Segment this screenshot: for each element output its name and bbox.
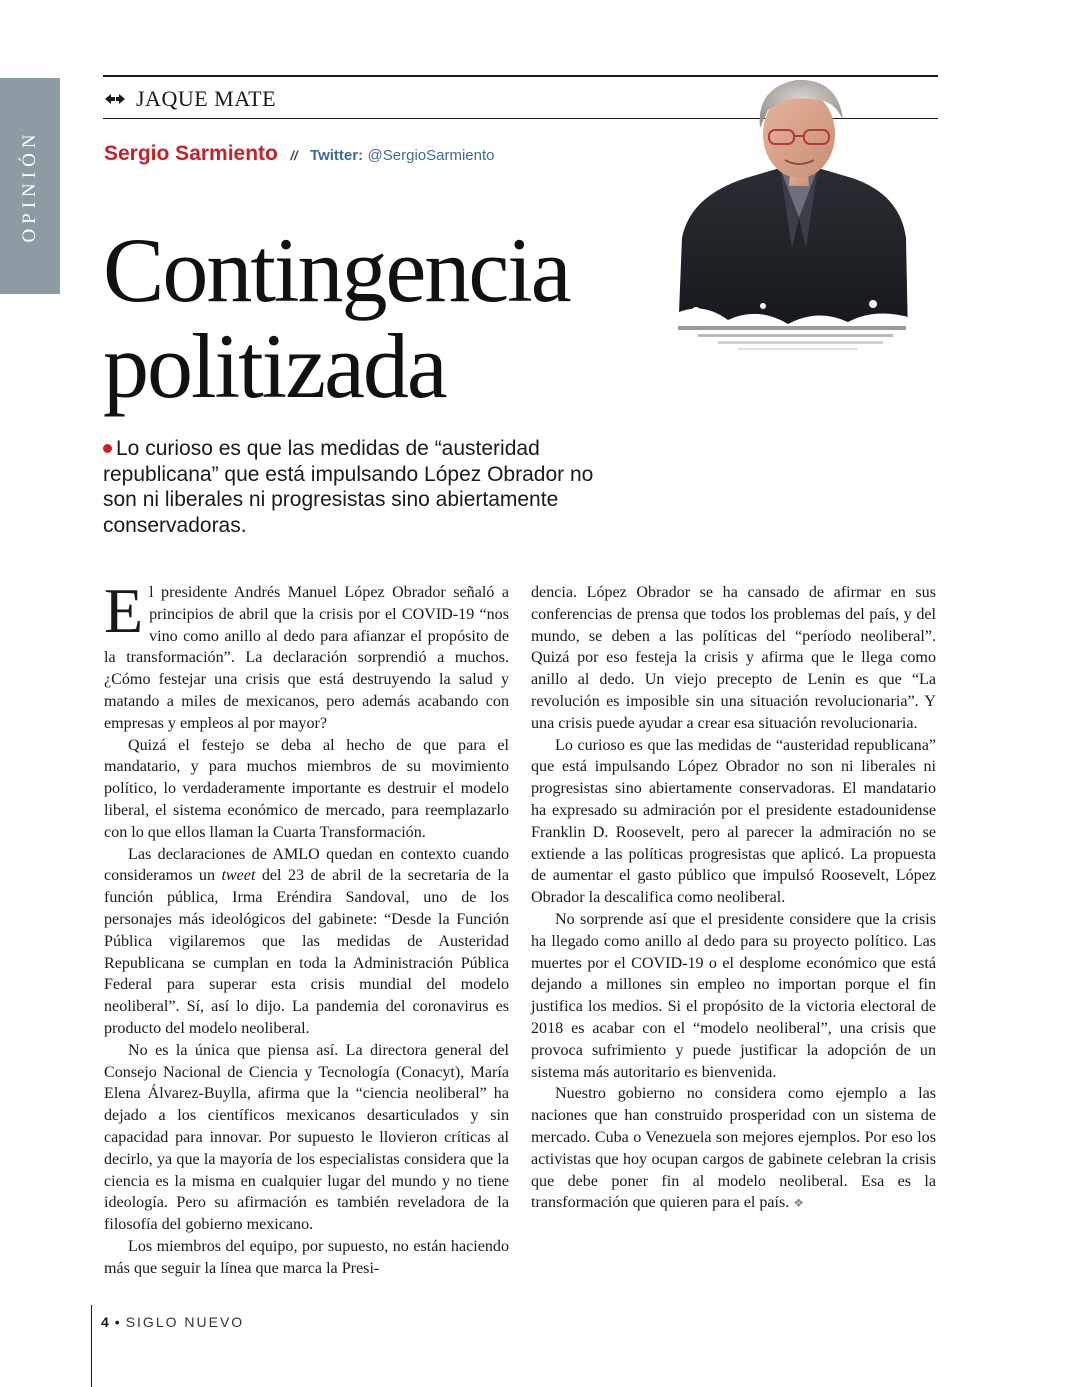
author-portrait <box>668 68 918 360</box>
paragraph-5-continued: dencia. López Obrador se ha cansado de afirmar en sus conferencias de prensa que todos los problemas del país, y del mundo, se deben a las políticas del “período neoliberal”. Quizá por eso festeja la crisis y afirma que le llega como anillo al dedo. Un viejo precepto de Lenin es que “La revolución es imposible sin una situación revolucionaria”. Y una crisis puede ayudar a crear esa situación revolucionaria. <box>531 584 936 732</box>
drop-cap: E <box>104 575 144 646</box>
byline-separator: // <box>290 148 298 163</box>
article-headline <box>103 219 570 417</box>
paragraph-6: Lo curioso es que las medidas de “austeridad republicana” que está impulsando López Obrador no son ni liberales ni progresistas sino abiertamente conservadoras. El mandatario ha expresado su admiración por el presidente estadounidense Franklin D. Roosevelt, pero al parecer la admiración no se extiende a las políticas progresistas que aplicó. La propuesta de aumentar el gasto público que impulsó Roosevelt, López Obrador la descalifica como neoliberal. <box>531 736 936 907</box>
summary-bullet <box>103 444 112 453</box>
headline-line-1: Contingencia <box>103 219 570 321</box>
byline <box>104 142 495 166</box>
headline-line-2: politizada <box>103 315 446 417</box>
paragraph-5-start: Los miembros del equipo, por supuesto, no están haciendo más que seguir la línea que marca la Presi- <box>104 1237 509 1277</box>
paragraph-3 <box>104 844 509 1040</box>
paragraph-4: No es la única que piensa así. La directora general del Consejo Nacional de Ciencia y Tecnología (Conacyt), María Elena Álvarez-Buylla, afirma que la “ciencia neoliberal” ha dejado a los científicos mexicanos desarticulados y sin capacidad para innovar. Por supuesto le llovieron críticas al decirlo, ya que la mayoría de los especialistas considera que la ciencia es la misma en cualquier lugar del mundo y no tiene ideología. Pero su afirmación es también reveladora de la filosofía del gobierno mexicano. <box>104 1041 509 1234</box>
paragraph-8 <box>531 1083 936 1215</box>
twitter-label: Twitter: <box>310 147 364 164</box>
author-name: Sergio Sarmiento <box>104 142 278 165</box>
side-tab-label: OPINIÓN <box>19 129 40 243</box>
article-summary <box>103 436 603 538</box>
article-column-right <box>531 582 936 1215</box>
footer-bullet: • <box>114 1314 120 1330</box>
chess-arrows-icon <box>104 92 126 106</box>
paragraph-7: No sorprende así que el presidente considere que la crisis ha llegado como anillo al dedo para su proyecto político. Las muertes por el COVID-19 o el desplome económico que está dejando a millones sin empleo no importan porque el fin justifica los medios. Si el propósito de la victoria electoral de 2018 es acabar con el “modelo neoliberal”, una crisis que provoca sufrimiento y puede justificar la adopción de un sistema más autoritario es bienvenida. <box>531 910 936 1081</box>
paragraph-1-text: l presidente Andrés Manuel López Obrador señaló a principios de abril que la crisis por el COVID-19 “nos vino como anillo al dedo para afianzar el propósito de la transformación”. La declaración sorprendió a muchos. ¿Cómo festejar una crisis que está destruyendo la salud y matando a miles de mexicanos, pero además acabando con empresas y empleos al por mayor? <box>104 584 509 732</box>
section-header <box>104 84 276 114</box>
tweet-word: tweet <box>221 867 256 885</box>
summary-text: Lo curioso es que las medidas de “austeridad republicana” que está impulsando López Obrador no son ni liberales ni progresistas sino abiertamente conservadoras. <box>103 437 594 537</box>
publication-name: SIGLO NUEVO <box>125 1314 245 1330</box>
paragraph-1 <box>104 575 509 735</box>
footer-rule <box>91 1305 92 1387</box>
page-footer <box>101 1314 244 1330</box>
paragraph-3-text-b: del 23 de abril de la secretaria de la función pública, Irma Eréndira Sandoval, uno de los personajes más ideológicos del gabinete: “Desde la Función Pública vigilaremos que las medidas de Austeridad Republicana se cumplan en toda la Administración Pública Federal para superar esta crisis mundial del modelo neoliberal”. Sí, así lo dijo. La pandemia del coronavirus es producto del modelo neoliberal. <box>104 867 509 1037</box>
end-mark-icon: ❖ <box>793 1196 805 1211</box>
paragraph-3-text-a: Las declaraciones de AMLO quedan en contexto cuando consideramos un <box>104 845 509 885</box>
article-column-left <box>104 575 509 1280</box>
twitter-handle[interactable]: @SergioSarmiento <box>367 147 495 164</box>
section-label: JAQUE MATE <box>136 86 277 111</box>
page-number: 4 <box>101 1314 109 1330</box>
paragraph-8-text: Nuestro gobierno no considera como ejemplo a las naciones que han construido prosperidad con un sistema de mercado. Cuba o Venezuela son mejores ejemplos. Por eso los activistas que hoy ocupan cargos de gabinete celebran la crisis que debe poner fin al modelo neoliberal. Esa es la transformación que quieren para el país. <box>531 1085 936 1212</box>
opinion-side-tab <box>0 78 60 294</box>
paragraph-2: Quizá el festejo se deba al hecho de que para el mandatario, y para muchos miembros de su movimiento político, lo verdaderamente importante es destruir el modelo liberal, el sistema económico de mercado, para reemplazarlo con lo que ellos llaman la Cuarta Transformación. <box>104 736 509 841</box>
